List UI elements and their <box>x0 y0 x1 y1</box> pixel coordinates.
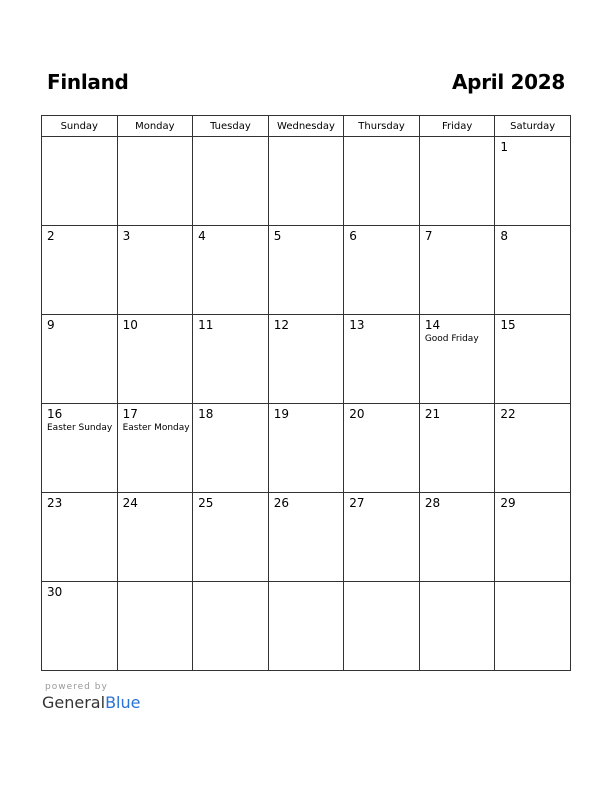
day-number: 12 <box>273 318 289 332</box>
day-number: 25 <box>198 496 214 510</box>
weekday-header-row <box>42 116 571 137</box>
calendar-day-cell[interactable] <box>117 582 193 671</box>
calendar-day-cell[interactable] <box>42 582 118 671</box>
calendar-day-cell[interactable] <box>419 137 495 226</box>
day-number: 2 <box>47 229 55 243</box>
calendar-day-cell[interactable] <box>344 315 420 404</box>
calendar-day-cell[interactable] <box>344 137 420 226</box>
day-number: 14 <box>424 318 441 332</box>
day-number: 29 <box>500 496 516 510</box>
calendar-day-cell[interactable] <box>495 137 571 226</box>
calendar-day-cell[interactable] <box>42 493 118 582</box>
calendar-day-cell[interactable] <box>193 582 269 671</box>
day-number <box>420 137 495 140</box>
month-year-title: April 2028 <box>452 70 565 94</box>
day-number <box>269 582 344 585</box>
day-number: 7 <box>424 229 433 243</box>
calendar-day-cell[interactable] <box>495 226 571 315</box>
calendar-day-cell[interactable] <box>117 226 193 315</box>
calendar-week-row <box>42 226 571 315</box>
day-number: 23 <box>47 496 63 510</box>
day-number <box>193 137 268 140</box>
calendar-day-cell[interactable] <box>268 226 344 315</box>
day-number: 6 <box>349 229 357 243</box>
calendar-day-cell[interactable] <box>42 226 118 315</box>
calendar-day-cell[interactable] <box>419 582 495 671</box>
day-number: 28 <box>424 496 441 510</box>
calendar-day-cell[interactable] <box>117 404 193 493</box>
day-number <box>42 137 117 140</box>
calendar-day-cell[interactable] <box>495 582 571 671</box>
holiday-label: Good Friday <box>424 334 479 344</box>
day-number <box>344 137 419 140</box>
day-number: 11 <box>198 318 214 332</box>
day-number: 18 <box>198 407 214 421</box>
weekday-header: Tuesday <box>193 116 269 137</box>
calendar-day-cell[interactable] <box>42 315 118 404</box>
day-number: 20 <box>349 407 365 421</box>
day-number: 4 <box>198 229 206 243</box>
calendar-day-cell[interactable] <box>268 493 344 582</box>
calendar-day-cell[interactable] <box>193 404 269 493</box>
day-number: 24 <box>122 496 138 510</box>
calendar-grid <box>41 115 571 671</box>
day-number: 8 <box>500 229 509 243</box>
day-number: 3 <box>122 229 131 243</box>
weekday-header: Wednesday <box>268 116 344 137</box>
day-number <box>118 137 193 140</box>
calendar-day-cell[interactable] <box>117 493 193 582</box>
calendar-day-cell[interactable] <box>344 404 420 493</box>
day-number: 16 <box>47 407 63 421</box>
weekday-header: Thursday <box>344 116 420 137</box>
day-number: 17 <box>122 407 138 421</box>
calendar-day-cell[interactable] <box>193 226 269 315</box>
calendar-day-cell[interactable] <box>268 315 344 404</box>
calendar-day-cell[interactable] <box>495 404 571 493</box>
calendar-day-cell[interactable] <box>193 315 269 404</box>
calendar-day-cell[interactable] <box>42 404 118 493</box>
day-number: 21 <box>424 407 441 421</box>
brand-logo[interactable] <box>42 693 140 712</box>
calendar-day-cell[interactable] <box>268 137 344 226</box>
calendar-day-cell[interactable] <box>193 493 269 582</box>
calendar-day-cell[interactable] <box>344 226 420 315</box>
day-number: 27 <box>349 496 365 510</box>
day-number: 13 <box>349 318 365 332</box>
day-number: 1 <box>500 140 509 154</box>
day-number <box>193 582 268 585</box>
weekday-header: Saturday <box>495 116 571 137</box>
calendar-week-row <box>42 315 571 404</box>
day-number: 26 <box>273 496 289 510</box>
weekday-header: Friday <box>419 116 495 137</box>
day-number <box>269 137 344 140</box>
day-number <box>118 582 193 585</box>
calendar-day-cell[interactable] <box>344 582 420 671</box>
calendar-day-cell[interactable] <box>344 493 420 582</box>
calendar-week-row <box>42 404 571 493</box>
day-number: 10 <box>122 318 138 332</box>
day-number: 15 <box>500 318 516 332</box>
calendar-day-cell[interactable] <box>419 315 495 404</box>
calendar-day-cell[interactable] <box>268 404 344 493</box>
calendar-day-cell[interactable] <box>495 493 571 582</box>
day-number <box>420 582 495 585</box>
weekday-header: Sunday <box>42 116 118 137</box>
calendar-day-cell[interactable] <box>419 493 495 582</box>
day-number: 22 <box>500 407 516 421</box>
calendar-day-cell[interactable] <box>193 137 269 226</box>
day-number: 9 <box>47 318 55 332</box>
day-number: 19 <box>273 407 289 421</box>
calendar-week-row <box>42 137 571 226</box>
brand-name-blue: Blue <box>105 693 141 712</box>
weekday-header: Monday <box>117 116 193 137</box>
calendar-day-cell[interactable] <box>419 404 495 493</box>
calendar-day-cell[interactable] <box>42 137 118 226</box>
holiday-label: Easter Sunday <box>47 423 113 433</box>
calendar-week-row <box>42 493 571 582</box>
calendar-week-row <box>42 582 571 671</box>
day-number <box>344 582 419 585</box>
calendar-day-cell[interactable] <box>419 226 495 315</box>
calendar-day-cell[interactable] <box>495 315 571 404</box>
calendar-day-cell[interactable] <box>117 315 193 404</box>
powered-by-label: powered by <box>45 682 108 692</box>
calendar-day-cell[interactable] <box>117 137 193 226</box>
day-number <box>495 582 570 585</box>
day-number: 5 <box>273 229 282 243</box>
brand-name-general: General <box>42 693 106 712</box>
holiday-label: Easter Monday <box>122 423 190 433</box>
country-title: Finland <box>47 70 129 94</box>
day-number: 30 <box>47 585 63 599</box>
calendar-day-cell[interactable] <box>268 582 344 671</box>
